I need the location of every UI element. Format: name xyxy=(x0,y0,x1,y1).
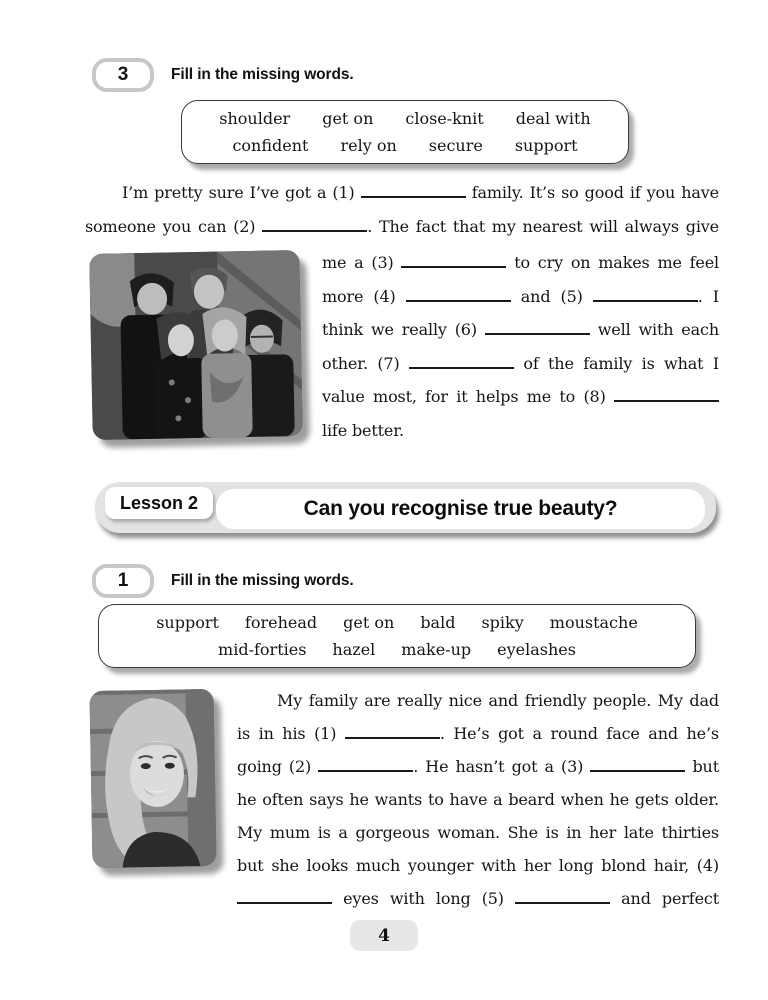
exercise-1-header xyxy=(92,564,354,598)
word-bank-item: deal with xyxy=(515,109,591,128)
blank-line xyxy=(318,770,413,772)
word-bank-top-row2 xyxy=(188,132,622,159)
family-photo-graphic xyxy=(89,250,303,440)
lesson-header-bar xyxy=(95,482,716,533)
exercise-1-number: 1 xyxy=(117,570,129,591)
lesson-label xyxy=(105,487,213,519)
word-bank-bottom-row2 xyxy=(105,636,689,663)
passage-top-part1: I’m pretty sure I’ve got a (1) family. It’s so good if you have someone you can (2) . The fact that my nearest will always give xyxy=(85,183,719,236)
word-bank-item: mid-forties xyxy=(218,640,307,659)
word-bank-item: support xyxy=(156,613,219,632)
blank-line xyxy=(345,737,440,739)
lesson-title: Can you recognise true beauty? xyxy=(303,497,618,520)
blank-line xyxy=(515,902,610,904)
word-bank-item: confident xyxy=(232,136,309,155)
portrait-photo xyxy=(89,689,216,868)
word-bank-bottom xyxy=(98,604,696,668)
word-bank-item: secure xyxy=(428,136,483,155)
word-bank-item: get on xyxy=(322,109,374,128)
page-number-box xyxy=(350,920,418,951)
word-bank-item: shoulder xyxy=(219,109,291,128)
exercise-3-instruction: Fill in the missing words. xyxy=(171,66,354,83)
lesson-label-text: Lesson 2 xyxy=(120,492,199,513)
exercise-3-number: 3 xyxy=(117,64,129,85)
blank-line xyxy=(614,400,719,402)
exercise-1-instruction: Fill in the missing words. xyxy=(171,572,354,589)
portrait-photo-graphic xyxy=(89,689,216,868)
word-bank-item: rely on xyxy=(340,136,397,155)
word-bank-item: get on xyxy=(343,613,395,632)
passage-top-part2-block xyxy=(85,246,719,452)
passage-top-part2: me a (3) to cry on makes me feel more (4) and (5) . I think we really (6) well with each other. (7) of the family is what I value most, for it helps me to (8) life better. xyxy=(322,253,719,440)
blank-line xyxy=(401,266,506,268)
blank-line xyxy=(262,230,367,232)
word-bank-item: close-knit xyxy=(405,109,484,128)
word-bank-top xyxy=(181,100,629,164)
exercise-3-header xyxy=(92,58,354,92)
blank-line xyxy=(409,367,514,369)
exercise-1-number-badge xyxy=(92,564,154,598)
blank-line xyxy=(485,333,590,335)
page-number: 4 xyxy=(378,925,390,946)
word-bank-item: eyelashes xyxy=(497,640,576,659)
family-photo xyxy=(89,250,303,440)
passage-bottom: My family are really nice and friendly people. My dad is in his (1) . He’s got a round face and he’s going (2) . He hasn’t got a (3) but he often says he wants to have a beard when he gets older. My mum is a gorgeous woman. She is in her late thirties but she looks much younger with her long blond hair, (4) eyes with long (5) and perfect xyxy=(237,691,719,908)
blank-line xyxy=(590,770,685,772)
word-bank-item: bald xyxy=(420,613,456,632)
blank-line xyxy=(237,902,332,904)
blank-line xyxy=(361,196,466,198)
word-bank-bottom-row1 xyxy=(105,609,689,636)
word-bank-item: moustache xyxy=(549,613,638,632)
blank-line xyxy=(593,300,698,302)
lesson-title-panel xyxy=(216,489,705,529)
passage-bottom-block xyxy=(85,684,719,924)
word-bank-item: support xyxy=(514,136,578,155)
exercise-3-number-badge xyxy=(92,58,154,92)
word-bank-item: make-up xyxy=(401,640,472,659)
word-bank-top-row1 xyxy=(188,105,622,132)
word-bank-item: forehead xyxy=(244,613,318,632)
word-bank-item: hazel xyxy=(332,640,376,659)
word-bank-item: spiky xyxy=(481,613,524,632)
blank-line xyxy=(406,300,511,302)
